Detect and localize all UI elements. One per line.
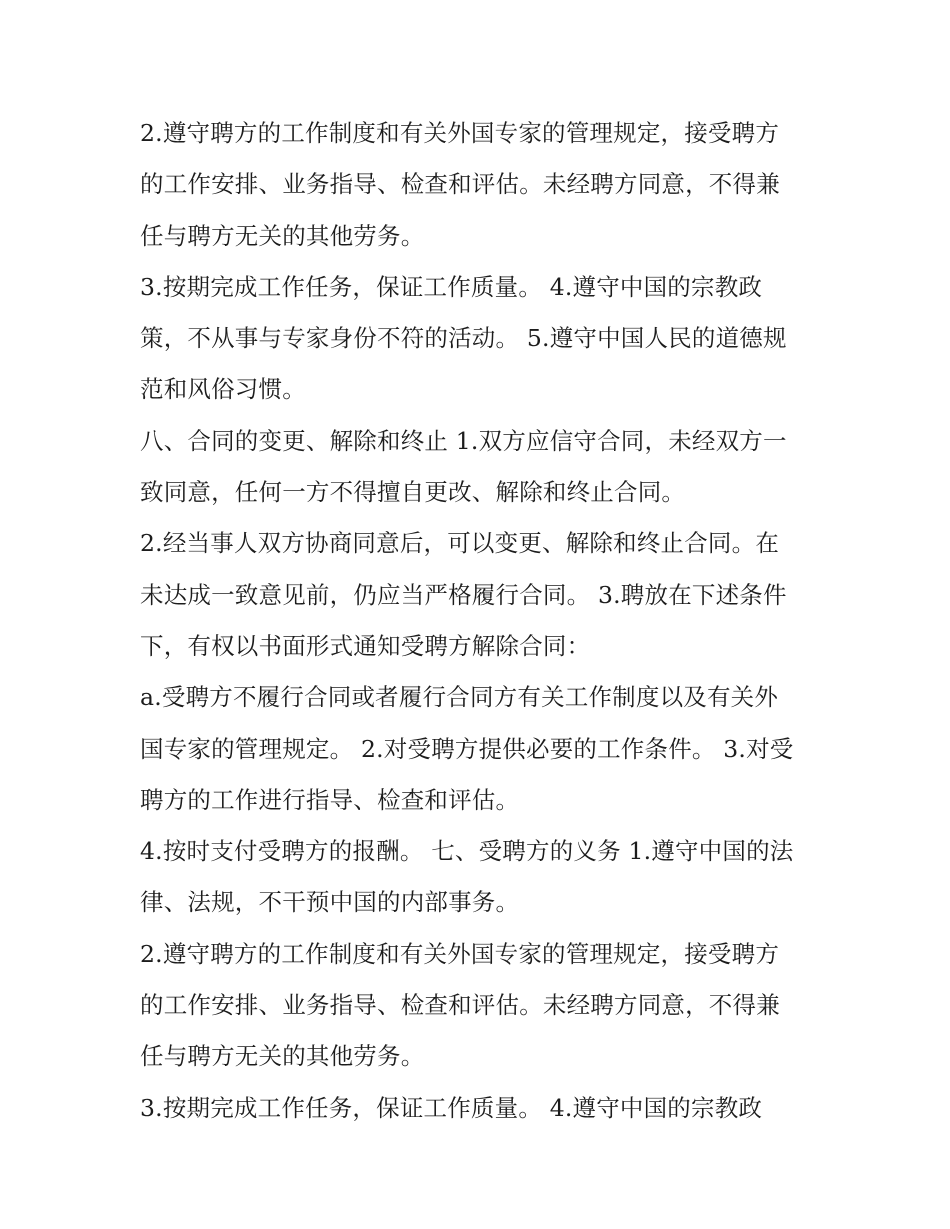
paragraph-termination-conditions [140, 672, 820, 826]
text-line: 聘方的工作进行指导、检查和评估。 [140, 785, 520, 814]
text-line: 下，有权以书面形式通知受聘方解除合同： [140, 631, 591, 660]
text-line: 的工作安排、业务指导、检查和评估。未经聘方同意，不得兼 [140, 991, 780, 1020]
text-line: 2.遵守聘方的工作制度和有关外国专家的管理规定，接受聘方 [140, 939, 780, 968]
text-line: 2.经当事人双方协商同意后，可以变更、解除和终止合同。在 [140, 529, 780, 558]
paragraph-payment-and-section-seven [140, 826, 820, 929]
paragraph-contract-change [140, 518, 820, 672]
paragraph-expert-obligations-3-5 [140, 262, 820, 416]
text-line: 4.按时支付受聘方的报酬。 七、受聘方的义务 1.遵守中国的法 [140, 837, 794, 866]
text-line: 致同意，任何一方不得擅自更改、解除和终止合同。 [140, 478, 686, 507]
text-line: 律、法规，不干预中国的内部事务。 [140, 888, 520, 917]
text-line: 任与聘方无关的其他劳务。 [140, 221, 425, 250]
paragraph-expert-obligations-2-repeat [140, 929, 820, 1083]
text-line: 未达成一致意见前，仍应当严格履行合同。 3.聘放在下述条件 [140, 580, 787, 609]
text-line: 范和风俗习惯。 [140, 375, 306, 404]
text-line: 的工作安排、业务指导、检查和评估。未经聘方同意，不得兼 [140, 170, 780, 199]
text-line: 3.按期完成工作任务，保证工作质量。 4.遵守中国的宗教政 [140, 272, 763, 301]
paragraph-expert-obligations-2 [140, 108, 820, 262]
paragraph-section-eight [140, 416, 820, 519]
text-line: 3.按期完成工作任务，保证工作质量。 4.遵守中国的宗教政 [140, 1093, 763, 1122]
text-line: 任与聘方无关的其他劳务。 [140, 1042, 425, 1071]
text-line: 策，不从事与专家身份不符的活动。 5.遵守中国人民的道德规 [140, 324, 787, 353]
text-line: 八、合同的变更、解除和终止 1.双方应信守合同，未经双方一 [140, 426, 787, 455]
text-line: 国专家的管理规定。 2.对受聘方提供必要的工作条件。 3.对受 [140, 734, 794, 763]
text-line: 2.遵守聘方的工作制度和有关外国专家的管理规定，接受聘方 [140, 119, 780, 147]
paragraph-expert-obligations-3-4-repeat [140, 1083, 820, 1134]
document-body [140, 108, 820, 1134]
text-line: a.受聘方不履行合同或者履行合同方有关工作制度以及有关外 [140, 683, 779, 712]
